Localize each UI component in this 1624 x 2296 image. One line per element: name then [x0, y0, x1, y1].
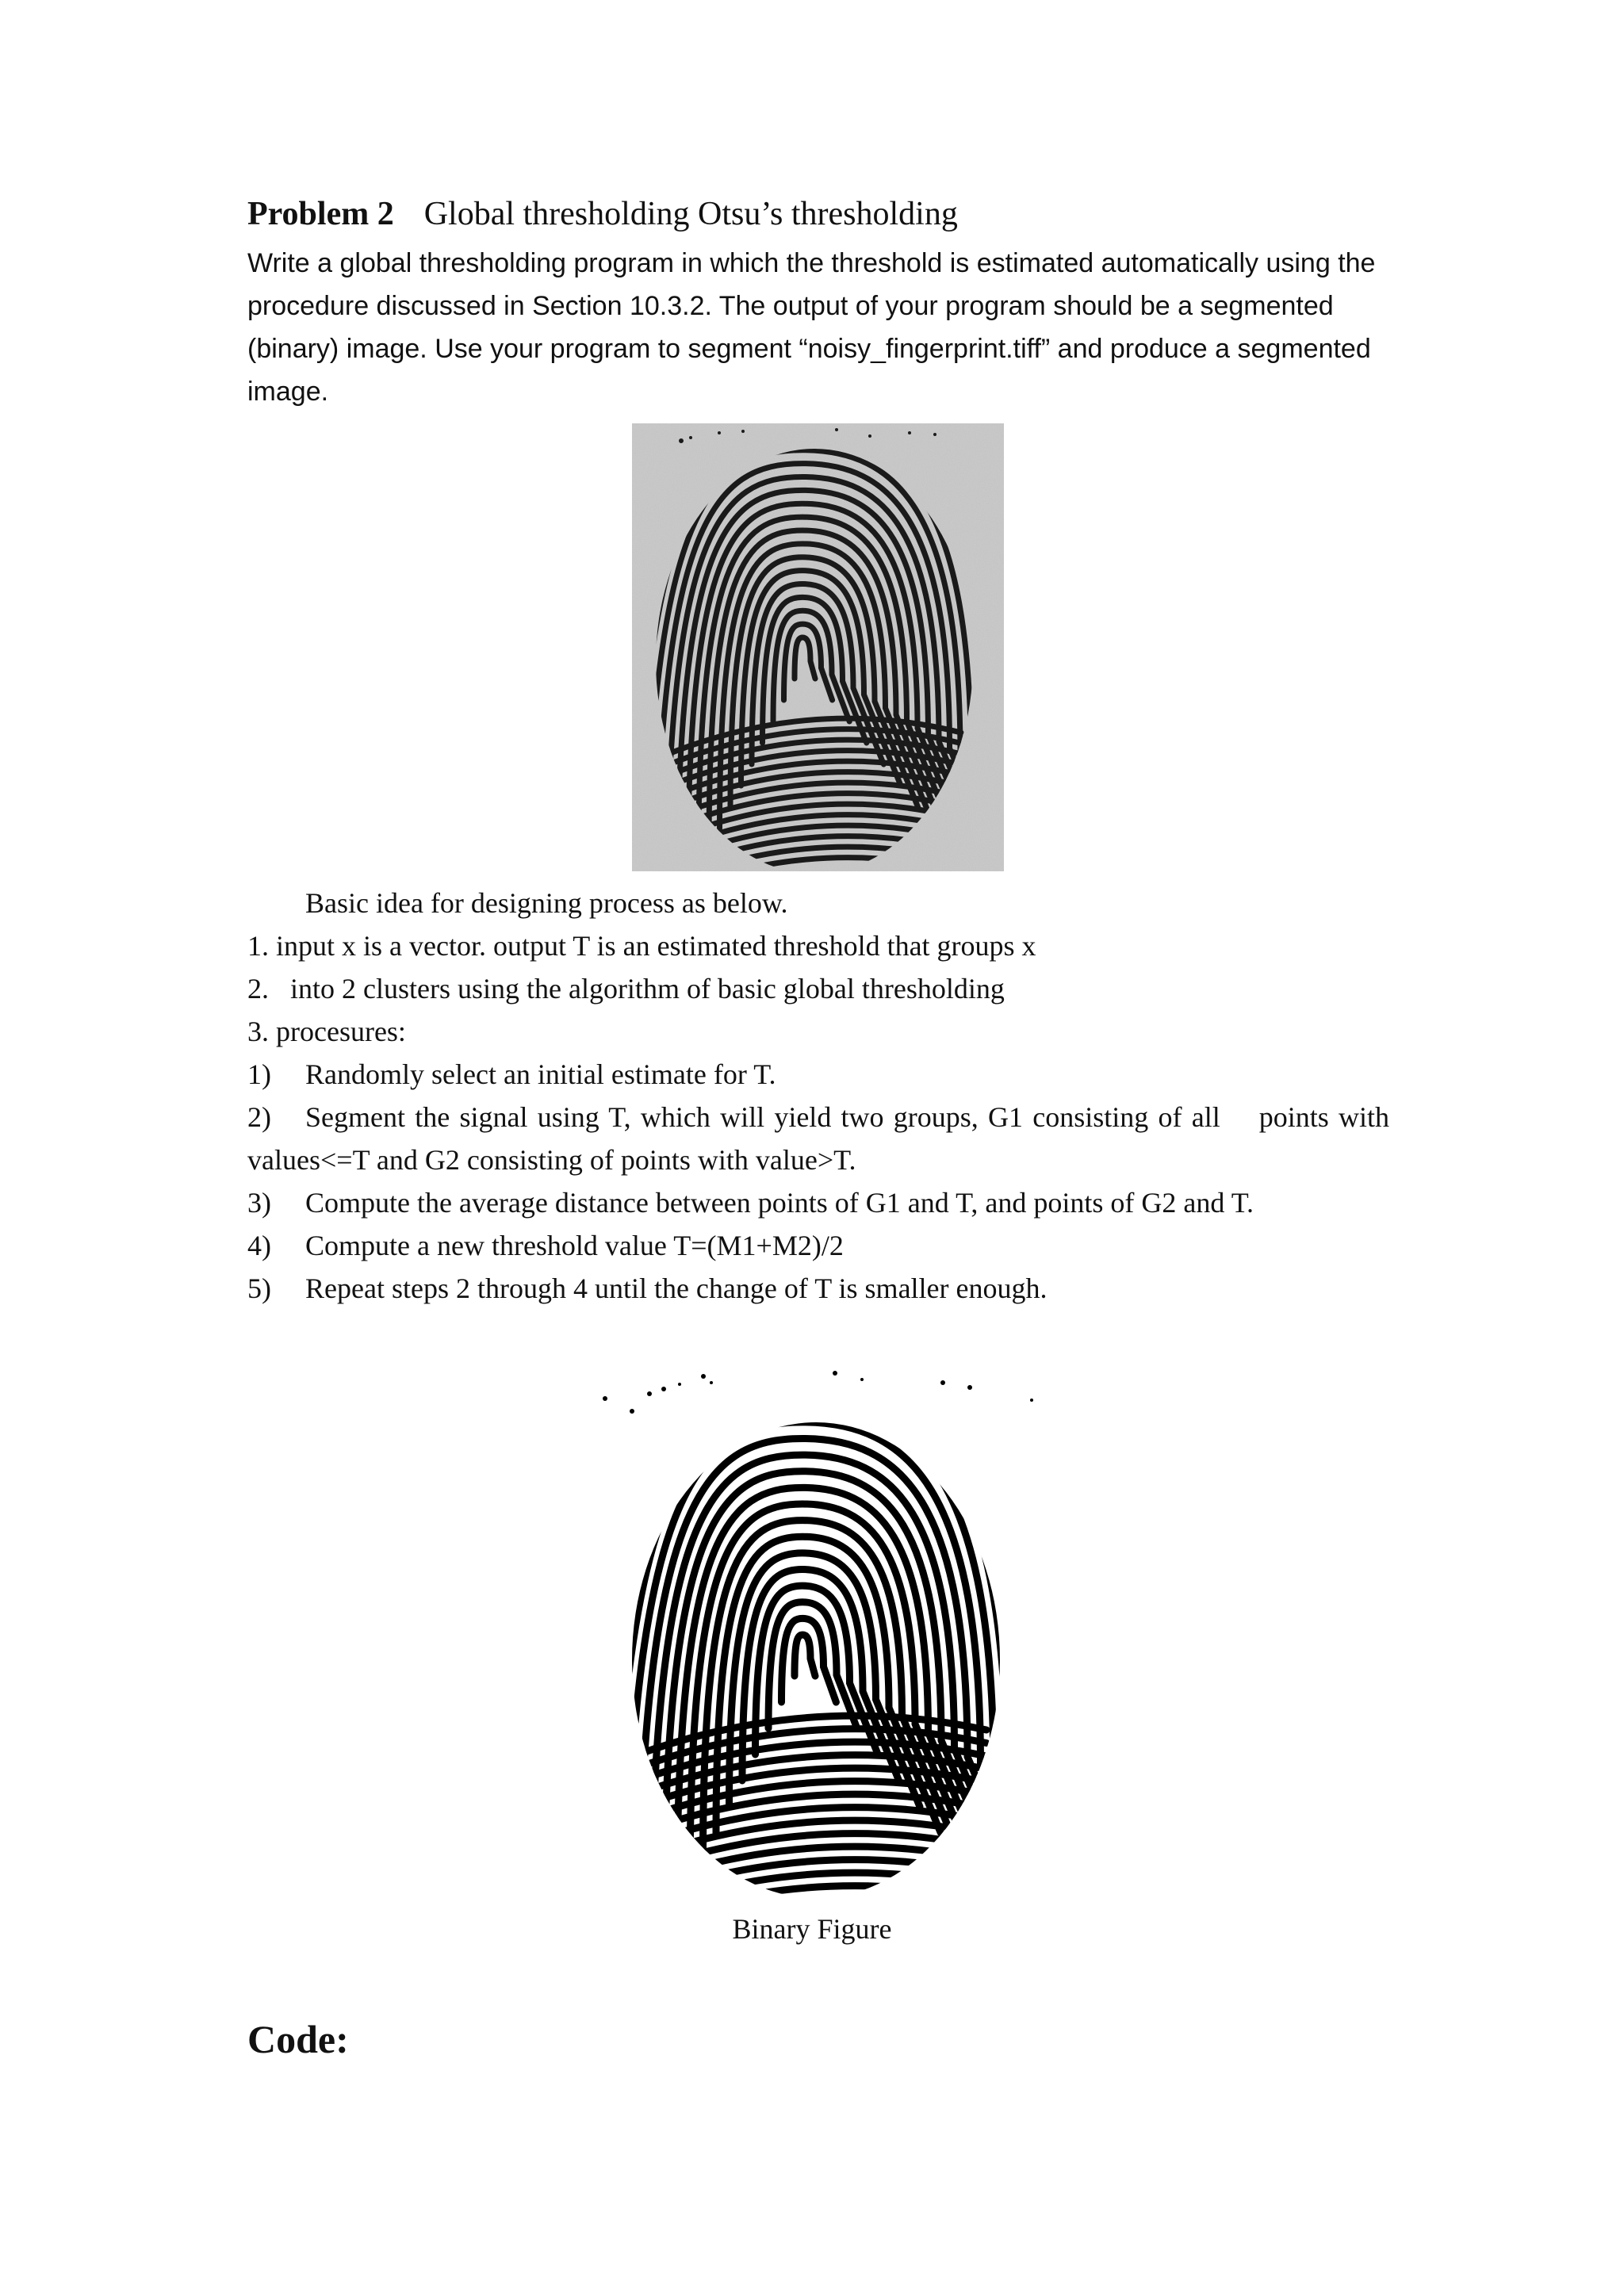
- design-steps: [247, 882, 1389, 1310]
- step-2-continuation: values<=T and G2 consisting of points with value>T.: [247, 1144, 856, 1176]
- code-label: Code:: [247, 2017, 349, 2061]
- binary-figure-caption: Binary Figure: [732, 1913, 892, 1945]
- problem-heading: [247, 195, 958, 233]
- problem-number: Problem 2: [247, 196, 394, 232]
- design-item-1: 1. input x is a vector. output T is an estimated threshold that groups x: [247, 930, 1036, 962]
- binary-fingerprint-image: [600, 1365, 1035, 1899]
- step-4: 4) Compute a new threshold value T=(M1+M2)/2: [247, 1230, 844, 1261]
- noisy-fingerprint-image: [632, 423, 1004, 871]
- step-1: 1) Randomly select an initial estimate for T.: [247, 1058, 776, 1090]
- problem-title: Global thresholding Otsu’s thresholding: [423, 196, 958, 232]
- design-item-3: 3. procesures:: [247, 1016, 406, 1047]
- problem-description: Write a global thresholding program in which the threshold is estimated automatically using the procedure discussed in Section 10.3.2. The output of your program should be a segmented (binary) image. Use your program to segment “noisy_fingerprint.tiff” and produce a segmented image.: [247, 248, 1376, 407]
- design-item-2: 2. into 2 clusters using the algorithm of basic global thresholding: [247, 973, 1005, 1004]
- step-5: 5) Repeat steps 2 through 4 until the change of T is smaller enough.: [247, 1272, 1048, 1304]
- step-2: 2) Segment the signal using T, which will yield two groups, G1 consisting of all points with: [247, 1101, 1389, 1133]
- step-3: 3) Compute the average distance between points of G1 and T, and points of G2 and T.: [247, 1187, 1254, 1219]
- design-lead: Basic idea for designing process as below.: [305, 887, 788, 919]
